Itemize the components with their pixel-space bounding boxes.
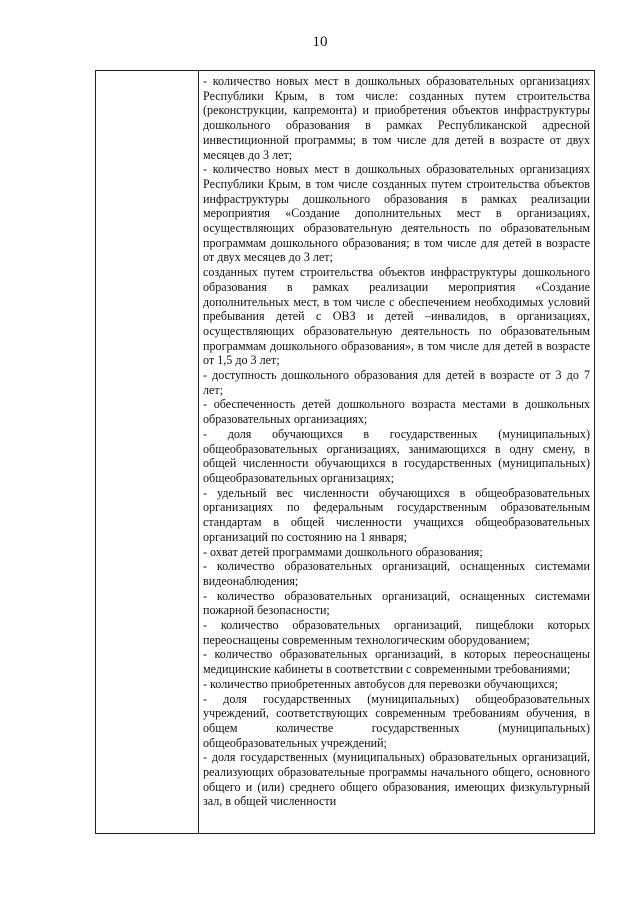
- indicators-cell: [203, 74, 590, 809]
- indicator-paragraph: - количество новых мест в дошкольных образовательных организациях Республики Крым, в том числе созданных путем строительства объектов инфраструктуры дошкольного образования в рамках реализации мероприятия «Создание дополнительных мест в организациях, осуществляющих образовательную деятельность по образовательным программам дошкольного образования; в том числе для детей в возрасте от двух месяцев до 3 лет;: [203, 162, 590, 265]
- document-table: [95, 70, 595, 834]
- indicator-paragraph: - количество образовательных организаций, оснащенных системами видеонаблюдения;: [203, 559, 590, 588]
- indicator-paragraph: - удельный вес численности обучающихся в общеобразовательных организациях по федеральным государственным образовательным стандартам в общей численности учащихся общеобразовательных организаций по состоянию на 1 января;: [203, 485, 590, 544]
- indicator-paragraph: - количество приобретенных автобусов для перевозки обучающихся;: [203, 676, 558, 691]
- indicator-paragraph: созданных путем строительства объектов инфраструктуры дошкольного образования в рамках реализации мероприятия «Создание дополнительных мест, в том числе с обеспечением необходимых условий пребывания детей с ОВЗ и детей –инвалидов, в организациях, осуществляющих образовательную деятельность по образовательным программам дошкольного образования», в том числе для детей в возрасте от 1,5 до 3 лет;: [203, 265, 590, 368]
- indicator-paragraph: - количество образовательных организаций, в которых переоснащены медицинские кабинеты в соответствии с современными требованиями;: [203, 647, 590, 677]
- indicator-paragraph: - доля обучающихся в государственных (муниципальных) общеобразовательных организациях, занимающихся в одну смену, в общей численности обучающихся в государственных (муниципальных) общеобразовательных организациях;: [203, 426, 590, 485]
- indicator-paragraph: - обеспеченность детей дошкольного возраста местами в дошкольных образовательных организациях;: [203, 397, 590, 427]
- indicator-paragraph: - доля государственных (муниципальных) общеобразовательных учреждений, соответствующих современным требованиям обучения, в общем количестве государственных (муниципальных) общеобразовательных учреждений;: [203, 691, 590, 750]
- table-left-column: [96, 71, 199, 833]
- indicator-paragraph: - доля государственных (муниципальных) образовательных организаций, реализующих образовательные программы начального общего, основного общего и (или) среднего общего образования, имеющих физкультурный зал, в общей численности: [203, 750, 590, 809]
- indicator-paragraph: - количество образовательных организаций, оснащенных системами пожарной безопасности;: [203, 588, 590, 618]
- indicator-paragraph: - доступность дошкольного образования для детей в возрасте от 3 до 7 лет;: [203, 368, 590, 397]
- indicator-paragraph: - количество новых мест в дошкольных образовательных организациях Республики Крым, в том числе: созданных путем строительства (реконструкции, капремонта) и приобретения объектов инфраструктуры дошкольного образования в рамках Республиканской адресной инвестиционной программы; в том числе для детей в возрасте от двух месяцев до 3 лет;: [203, 74, 590, 162]
- indicator-paragraph: - количество образовательных организаций, пищеблоки которых переоснащены современным технологическим оборудованием;: [203, 618, 590, 647]
- indicator-paragraph: - охват детей программами дошкольного образования;: [203, 544, 483, 559]
- page-number: 10: [312, 34, 328, 50]
